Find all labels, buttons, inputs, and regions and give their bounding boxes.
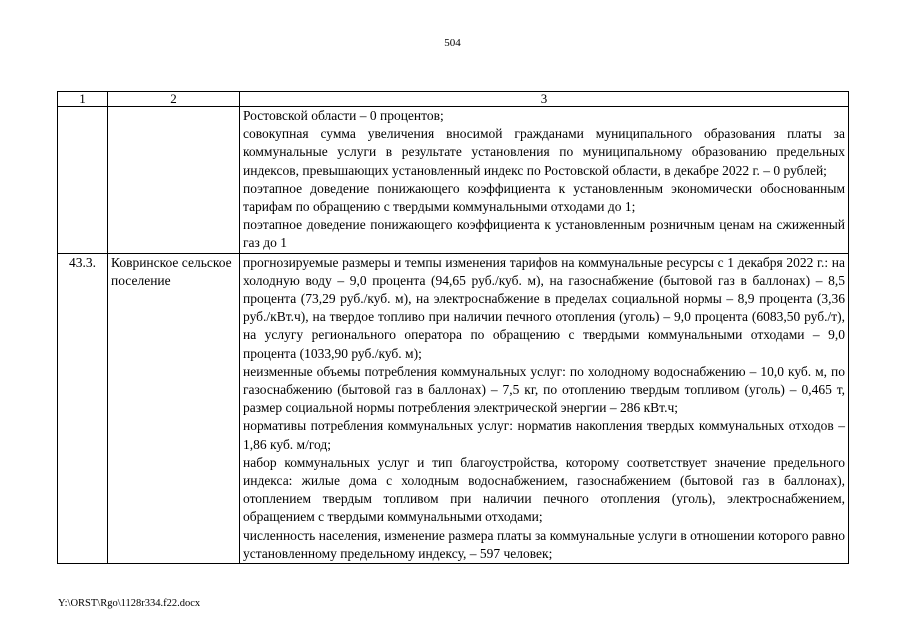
column-header-3: 3 bbox=[240, 92, 849, 107]
content-paragraph: Ростовской области – 0 процентов; bbox=[243, 108, 444, 123]
row-number-cell bbox=[58, 107, 108, 254]
row-number-cell: 43.3. bbox=[58, 253, 108, 563]
table-row-continuation bbox=[58, 107, 849, 254]
content-cell bbox=[240, 107, 849, 254]
table-header-row bbox=[58, 92, 849, 107]
page-number: 504 bbox=[444, 37, 461, 49]
content-paragraph: поэтапное доведение понижающего коэффициента к установленным розничным ценам на сжиженный газ до 1 bbox=[243, 217, 845, 251]
tariff-table bbox=[57, 91, 849, 564]
content-paragraph: набор коммунальных услуг и тип благоустройства, которому соответствует значение предельного индекса: жилые дома с холодным водоснабжением, газоснабжением (бытовой газ в баллонах), отоплением твердым топливом при наличии печного отопления (уголь), электроснабжением, обращением с твердыми коммунальными отходами; bbox=[243, 454, 845, 525]
footer-file-path: Y:\ORST\Rgo\1128r334.f22.docx bbox=[58, 598, 201, 609]
column-header-1: 1 bbox=[58, 92, 108, 107]
content-paragraph: поэтапное доведение понижающего коэффициента к установленным экономически обоснованным тарифам по обращению с твердыми коммунальными отходами до 1; bbox=[243, 180, 845, 215]
content-cell bbox=[240, 253, 849, 563]
content-paragraph: совокупная сумма увеличения вносимой гражданами муниципального образования платы за коммунальные услуги в результате установления по муниципальному образованию предельных индексов, превышающих установленный индекс по Ростовской области, в декабре 2022 г. – 0 рублей; bbox=[243, 126, 845, 178]
content-paragraph: неизменные объемы потребления коммунальных услуг: по холодному водоснабжению – 10,0 куб. м, по газоснабжению (бытовой газ в баллонах) – 7,5 кг, по отоплению твердым топливом (уголь) – 0,465 т, размер социальной нормы потребления электрической энергии – 286 кВт.ч; bbox=[243, 363, 845, 416]
municipality-cell: Ковринское сельское поселение bbox=[108, 253, 240, 563]
table-row-43-3 bbox=[58, 253, 849, 563]
content-paragraph: прогнозируемые размеры и темпы изменения тарифов на коммунальные ресурсы с 1 декабря 2022 г.: на холодную воду – 9,0 процента (94,65 руб./куб. м), на газоснабжение (бытовой газ в баллонах) – 8,5 процента (73,29 руб./куб. м), на электроснабжение в пределах социальной нормы – 8,9 процента (3,36 руб./кВт.ч), на твердое топливо при наличии печного отопления (уголь) – 9,0 процента (6083,50 руб./т), на услугу регионального оператора по обращению с твердыми коммунальными отходами – 9,0 процента (1033,90 руб./куб. м); bbox=[243, 254, 845, 361]
municipality-cell bbox=[108, 107, 240, 254]
column-header-2: 2 bbox=[108, 92, 240, 107]
content-paragraph: нормативы потребления коммунальных услуг: норматив накопления твердых коммунальных отходов – 1,86 куб. м/год; bbox=[243, 418, 845, 452]
content-paragraph: численность населения, изменение размера платы за коммунальные услуги в отношении которого равно установленному предельному индексу, – 597 человек; bbox=[243, 527, 845, 561]
